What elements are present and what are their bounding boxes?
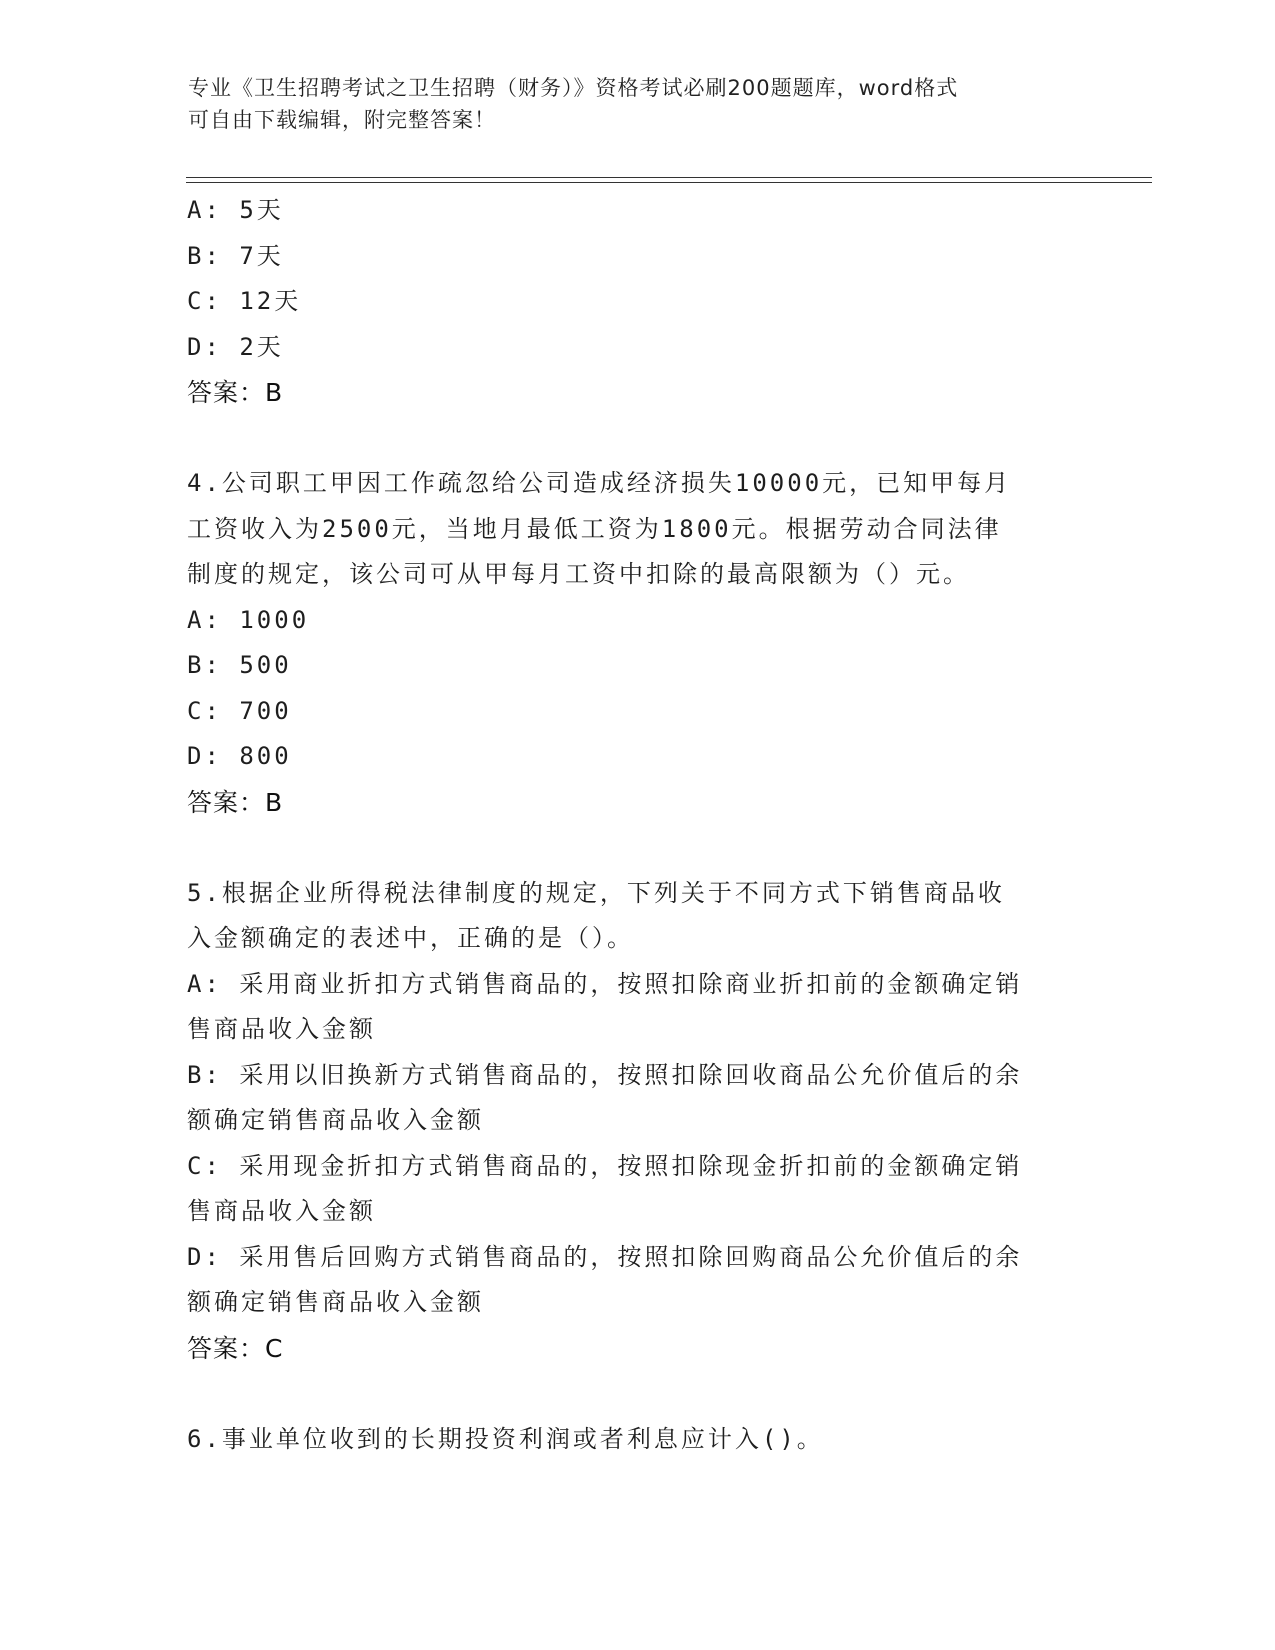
question-3-block bbox=[187, 188, 1077, 416]
question-5-block bbox=[187, 871, 1077, 1372]
document-header bbox=[188, 72, 1068, 136]
q4-option-b: B: 500 bbox=[187, 651, 292, 679]
q5-option-d-line-2: 额确定销售商品收入金额 bbox=[187, 1288, 484, 1316]
question-4-block bbox=[187, 461, 1077, 825]
header-line-2: 可自由下载编辑，附完整答案！ bbox=[188, 108, 496, 132]
q5-stem-line-2: 入金额确定的表述中，正确的是（）。 bbox=[187, 924, 634, 952]
header-line-1: 专业《卫生招聘考试之卫生招聘（财务）》资格考试必刷200题题库，word格式 bbox=[188, 76, 959, 100]
q4-answer: 答案：B bbox=[187, 787, 284, 817]
question-6-block bbox=[187, 1417, 1077, 1463]
q3-answer: 答案：B bbox=[187, 378, 284, 407]
q5-option-b-line-1: B: 采用以旧换新方式销售商品的，按照扣除回收商品公允价值后的余 bbox=[187, 1060, 1023, 1089]
q5-option-c-line-1: C: 采用现金折扣方式销售商品的，按照扣除现金折扣前的金额确定销 bbox=[187, 1151, 1023, 1180]
spacer bbox=[187, 1371, 1077, 1417]
q4-option-c: C: 700 bbox=[187, 696, 292, 725]
q3-option-c: C: 12天 bbox=[187, 287, 302, 315]
header-rule-bottom bbox=[186, 182, 1152, 183]
document-body bbox=[187, 188, 1077, 1462]
q4-stem-line-3: 制度的规定，该公司可从甲每月工资中扣除的最高限额为（）元。 bbox=[187, 560, 970, 588]
q5-answer: 答案：C bbox=[187, 1333, 284, 1363]
q5-stem-line-1: 5.根据企业所得税法律制度的规定，下列关于不同方式下销售商品收 bbox=[187, 878, 1005, 907]
q4-option-a: A: 1000 bbox=[187, 605, 310, 634]
q4-stem-line-1: 4.公司职工甲因工作疏忽给公司造成经济损失10000元，已知甲每月 bbox=[187, 469, 1012, 497]
q4-stem-line-2: 工资收入为2500元，当地月最低工资为1800元。根据劳动合同法律 bbox=[187, 514, 1002, 543]
q4-option-d: D: 800 bbox=[187, 742, 292, 770]
q3-option-d: D: 2天 bbox=[187, 332, 284, 361]
spacer bbox=[187, 416, 1077, 462]
q5-option-b-line-2: 额确定销售商品收入金额 bbox=[187, 1106, 484, 1134]
spacer bbox=[187, 825, 1077, 871]
q5-option-a-line-2: 售商品收入金额 bbox=[187, 1015, 376, 1043]
q3-option-b: B: 7天 bbox=[187, 241, 284, 270]
q5-option-d-line-1: D: 采用售后回购方式销售商品的，按照扣除回购商品公允价值后的余 bbox=[187, 1242, 1023, 1271]
q5-option-a-line-1: A: 采用商业折扣方式销售商品的，按照扣除商业折扣前的金额确定销 bbox=[187, 969, 1023, 998]
header-rule-top bbox=[186, 177, 1152, 178]
q6-stem-line-1: 6.事业单位收到的长期投资利润或者利息应计入()。 bbox=[187, 1424, 824, 1453]
q5-option-c-line-2: 售商品收入金额 bbox=[187, 1197, 376, 1225]
q3-option-a: A: 5天 bbox=[187, 196, 284, 224]
